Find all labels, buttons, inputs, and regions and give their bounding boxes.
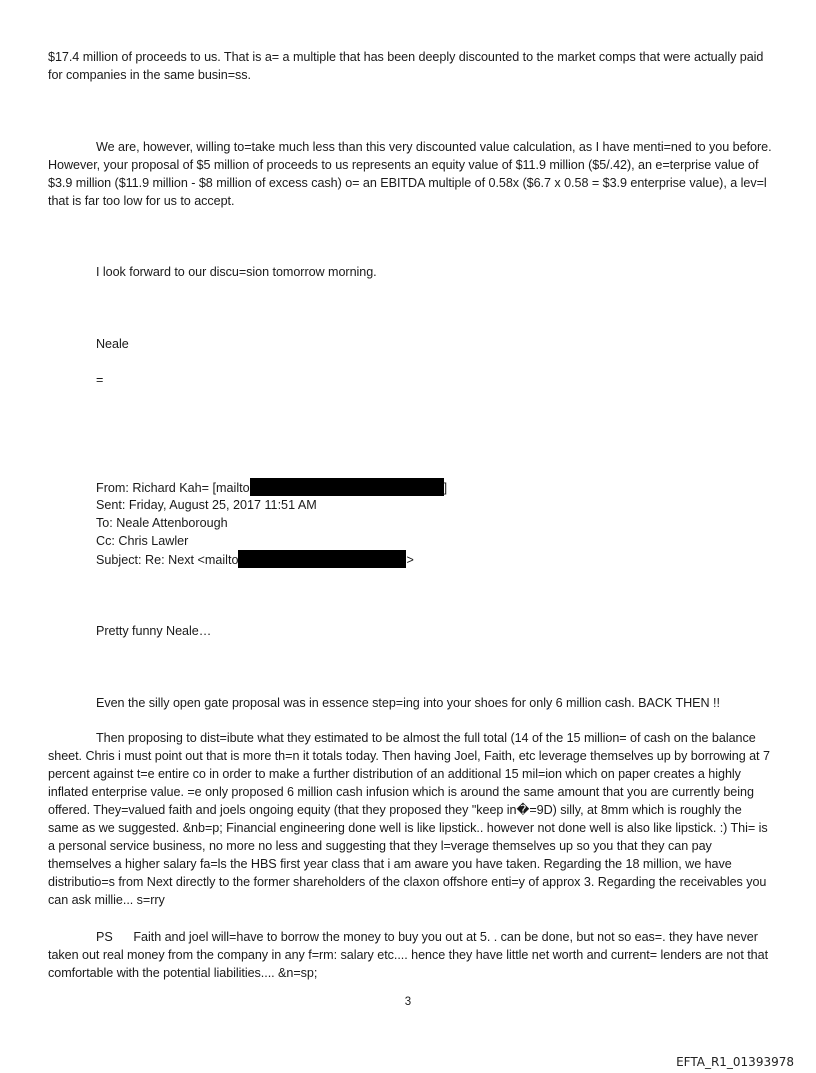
redaction-block — [250, 478, 444, 496]
ps-text: Faith and joel will=have to borrow the money to buy you out at 5. . can be done, but not so eas=. they have never taken out real money from the company in any f=rm: salary etc.... hence they have little net worth and current= lenders are not that comfortable with the potential liabilities.... &n=sp; — [48, 930, 769, 980]
reply-paragraph-1: Even the silly open gate proposal was in essence step=ing into your shoes for only 6 million cash. BACK THEN !! — [96, 696, 720, 710]
signature: Neale — [96, 337, 129, 351]
from-label: From: Richard Kah= [mailto — [96, 481, 250, 495]
header-cc: Cc: Chris Lawler — [96, 534, 189, 548]
continuation-paragraph: $17.4 million of proceeds to us. That is a= a multiple that has been deeply discounted to the market comps that were actually paid for companies in the same busin=ss. — [48, 50, 764, 82]
header-subject — [96, 550, 414, 569]
header-from — [96, 478, 447, 497]
closing-line: I look forward to our discu=sion tomorrow morning. — [96, 265, 377, 279]
bates-number: EFTA_R1_01393978 — [676, 1055, 794, 1069]
reply-greeting: Pretty funny Neale… — [96, 624, 212, 638]
redaction-block — [238, 550, 406, 568]
ps-label: PS — [96, 930, 113, 944]
header-sent: Sent: Friday, August 25, 2017 11:51 AM — [96, 498, 317, 512]
reply-ps-paragraph — [48, 928, 772, 982]
subject-label: Subject: Re: Next <mailto — [96, 553, 239, 567]
from-close: ] — [443, 481, 448, 495]
page-number: 3 — [404, 996, 412, 1008]
equity-value-paragraph: We are, however, willing to=take much less than this very discounted value calculation, as I have menti=ned to you before. However, your proposal of $5 million of proceeds to us represents an equity value of $11.9 million ($5/.42), an e=terprise value of $3.9 million ($11.9 million - $8 million of excess cash) o= an EBITDA multiple of 0.58x ($6.7 x 0.58 = $3.9 enterprise value), a lev=l that is far too low for us to accept. — [48, 140, 772, 208]
header-to: To: Neale Attenborough — [96, 516, 228, 530]
subject-close: > — [406, 553, 414, 567]
reply-paragraph-2: Then proposing to dist=ibute what they estimated to be almost the full total (14 of the 15 million= of cash on the balance sheet. Chris i must point out that is more th=n it totals today. Then having Joel, Faith, etc leverage themselves up by borrowing at 7 percent against t=e entire co in order to make a further distribution of an additional 15 mil=ion which on paper creates a highly inflated enterprise value. =e only proposed 6 million cash infusion which is around the same amount that you are currently being offered. They=valued faith and joels ongoing equity (that they proposed they "keep in�=9D) silly, at 8mm which is roughly the same as we suggested. &nb=p; Financial engineering done well is like lipstick.. however not done well is also like lipstick. :) Thi= is a personal service business, no more no less and suggesting that they l=verage themselves up so you that they can pay themselves a higher salary fa=ls the HBS first year class that i am aware you have taken. Regarding the 18 million, we have distributio=s from Next directly to the former shareholders of the claxon offshore enti=y of approx 3. Regarding the receivables you can ask millie... s=rry — [48, 731, 770, 907]
stray-equals-char: = — [96, 373, 104, 387]
